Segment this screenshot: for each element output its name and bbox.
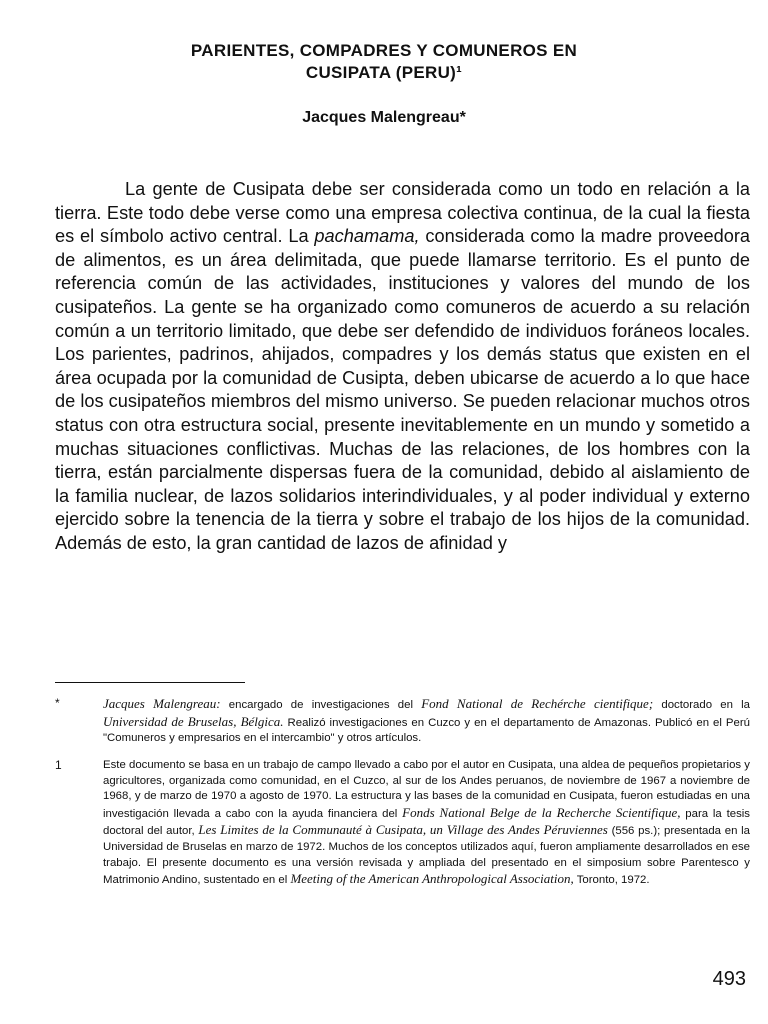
footnote-segment: Este documento se basa en un trabajo de campo llevado a cabo por el autor en Cusipata, una aldea de pequeños propietarios y agricultores, organizada como comunidad, en el Cuzco, al sur de los Andes peruanos, de noviembre de 1967 a noviembre de 1968, y de marzo de 1970 a agosto de 1970. La estructura y las bases de la comunidad en Cusipata, fueron estudiadas en una investigación llevada a cabo con la ayuda financiera del <box>103 759 750 820</box>
footnote-text <box>103 758 750 889</box>
footnote-mark: * <box>55 696 60 710</box>
footnote-segment: doctorado en la <box>653 699 750 711</box>
body-italic-pachamama: pachamama, <box>314 226 420 247</box>
footnote-segment: Toronto, 1972. <box>573 874 650 887</box>
footnote-segment: Realizó investigaciones en Cuzco y en el departamento de Amazonas. Publicó en el Perú "Comuneros y empresarios en el intercambio" y otros artículos. <box>103 716 750 745</box>
page-number: 493 <box>712 968 746 990</box>
body-paragraph <box>55 178 750 556</box>
footnote-italic: Fond National de Rechérche cientifique; <box>421 696 654 711</box>
footnote-author <box>55 696 750 747</box>
footnote-segment: para la tesis doctoral del autor, <box>103 807 750 838</box>
footnote-italic: Les Limites de la Communauté à Cusipata, un Village des Andes Péruviennes <box>198 822 608 838</box>
footnote-1 <box>55 758 750 889</box>
footnote-italic: Meeting of the American Anthropological Association, <box>290 871 574 887</box>
footnote-italic: Jacques Malengreau: <box>103 696 221 711</box>
author-name: Jacques Malengreau* <box>302 109 466 126</box>
footnote-italic: Universidad de Bruselas, Bélgica. <box>103 713 284 729</box>
footnote-mark: 1 <box>55 758 62 772</box>
footnote-italic: Fonds National Belge de la Recherche Scientifique, <box>402 804 681 820</box>
footnote-segment: (556 ps.); presentada en la Universidad de Bruselas en marzo de 1972. Muchos de los conceptos utilizados aquí, fueron ampliamente desarrollados en ese trabajo. El presente documento es una versión revisada y ampliada del presentado en el simposium sobre Parentesco y Matrimonio Andino, sustentado en el <box>103 825 750 887</box>
title-line-2: CUSIPATA (PERU)¹ <box>305 63 463 82</box>
body-text-part-2: considerada como la madre proveedora de alimentos, es un área delimitada, que puede llamarse territorio. Es el punto de referencia común de las actividades, instituciones y valores del mundo de los cusipateños. La gente se ha organizado como comuneros de acuerdo a su relación común a un territorio limitado, que debe ser defendido de individuos foráneos locales. Los parientes, padrinos, ahijados, compadres y los demás status que existen en el área ocupada por la comunidad de Cusipta, deben ubicarse de acuerdo a lo que hace de los cusipateños miembros del mismo universo. Se pueden relacionar muchos otros status con otra estructura social, presente inevitablemente en un mundo y sometido a muchas situaciones conflictivas. Muchas de las relaciones, de los hombres con la tierra, están parcialmente dispersas fuera de la comunidad, debido al aislamiento de la familia nuclear, de lazos solidarios interindividuales, y al poder individual y externo ejercido sobre la tenencia de la tierra y sobre el trabajo de los hijos de la comunidad. Además de esto, la gran cantidad de lazos de afinidad y <box>55 226 750 553</box>
body-text-part-1: La gente de Cusipata debe ser considerada como un todo en relación a la tierra. Este todo debe verse como una empresa colectiva continua, de la cual la fiesta es el símbolo activo central. La <box>55 179 750 247</box>
title-line-1: PARIENTES, COMPADRES Y COMUNEROS EN <box>190 41 578 60</box>
footnote-segment: encargado de investigaciones del <box>220 699 422 711</box>
footnote-divider <box>55 682 245 683</box>
footnote-text <box>103 696 750 747</box>
